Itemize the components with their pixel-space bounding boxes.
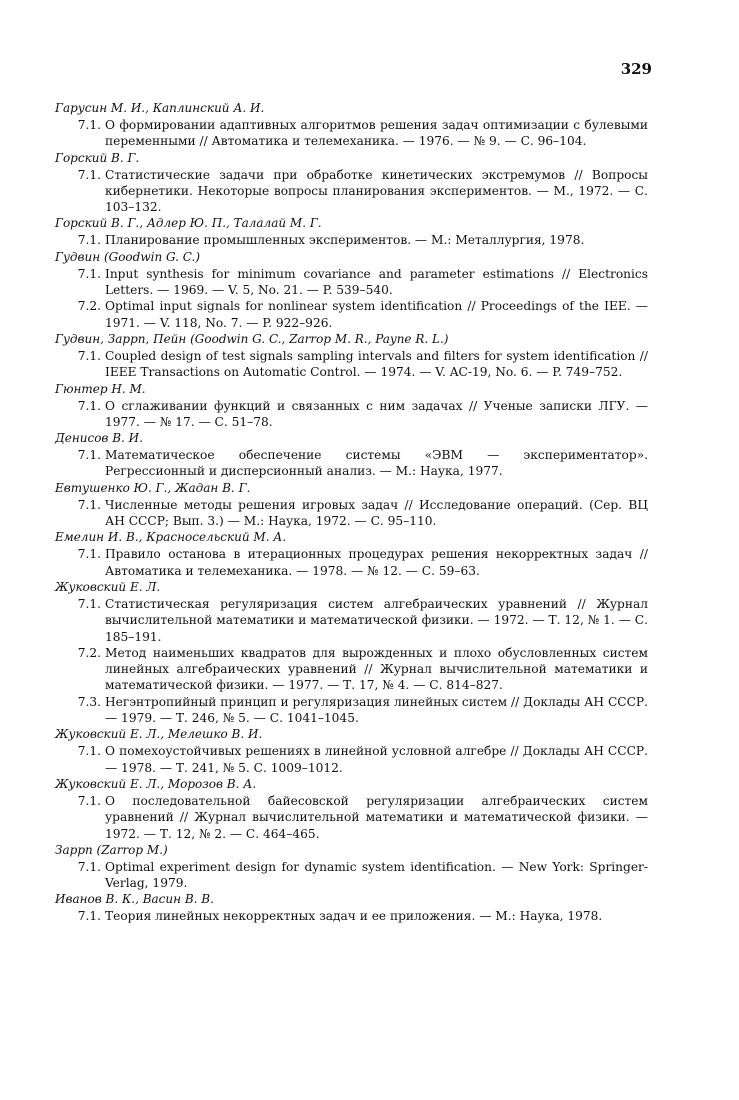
bibliography-entry xyxy=(55,694,648,727)
entry-number: 7.2. xyxy=(77,299,101,314)
entry-text: Coupled design of test signals sampling intervals and filters for system identification // IEEE Transactions on Automatic Control. — 1974. — V. AC-19, No. 6. — P. 749–752. xyxy=(105,348,648,380)
entry-text: О формировании адаптивных алгоритмов решения задач оптимизации с булевыми переменными // Автоматика и телемеханика. — 1976. — № 9. — С. 96–104. xyxy=(105,118,648,149)
author-heading: Жуковский Е. Л., Мелешко В. И. xyxy=(55,727,263,742)
entry-number: 7.1. xyxy=(77,596,101,611)
bibliography-entry xyxy=(55,348,648,381)
entry-text: Метод наименьших квадратов для вырожденных и плохо обусловленных систем линейных алгебраических уравнений // Журнал вычислительной математики и математической физики. — 1977. — Т. 17, № 4. — С. 814–827. xyxy=(105,645,648,693)
entry-number: 7.1. xyxy=(77,448,101,463)
author-heading: Горский В. Г., Адлер Ю. П., Талалай М. Г. xyxy=(55,216,322,231)
entry-number: 7.1. xyxy=(77,859,101,874)
entry-text: Планирование промышленных экспериментов. — М.: Металлургия, 1978. xyxy=(105,233,585,248)
entry-text: Негэнтропийный принцип и регуляризация линейных систем // Доклады АН СССР. — 1979. — Т. 246, № 5. — С. 1041–1045. xyxy=(105,694,648,726)
author-heading: Евтушенко Ю. Г., Жадан В. Г. xyxy=(55,480,251,495)
entry-text: Теория линейных некорректных задач и ее приложения. — М.: Наука, 1978. xyxy=(105,909,603,924)
entry-text: Статистические задачи при обработке кинетических экстремумов // Вопросы кибернетики. Некоторые вопросы планирования экспериментов. — М., 1972. — С. 103–132. xyxy=(105,167,648,215)
entry-text: Правило останова в итерационных процедурах решения некорректных задач // Автоматика и телемеханика. — 1978. — № 12. — С. 59–63. xyxy=(105,547,648,578)
entry-text: Optimal experiment design for dynamic system identification. — New York: Springer-Verlag, 1979. xyxy=(105,859,648,891)
author-heading: Денисов В. И. xyxy=(55,431,143,446)
entry-text: Input synthesis for minimum covariance and parameter estimations // Electronics Letters. — 1969. — V. 5, No. 21. — P. 539–540. xyxy=(105,266,648,298)
entry-number: 7.1. xyxy=(77,348,101,363)
page-number: 329 xyxy=(620,60,652,78)
entry-number: 7.1. xyxy=(77,167,101,182)
author-heading: Гудвин (Goodwin G. C.) xyxy=(55,249,201,264)
entry-number: 7.1. xyxy=(77,266,101,281)
entry-number: 7.1. xyxy=(77,909,101,924)
entry-text: О сглаживании функций и связанных с ним задачах // Ученые записки ЛГУ. — 1977. — № 17. — С. 51–78. xyxy=(105,398,648,429)
entry-text: Численные методы решения игровых задач // Исследование операций. (Сер. ВЦ АН СССР; Вып. 3.) — М.: Наука, 1972. — С. 95–110. xyxy=(105,497,648,529)
author-heading: Жуковский Е. Л. xyxy=(55,579,161,594)
bibliography-entry xyxy=(55,793,648,842)
author-heading: Гюнтер Н. М. xyxy=(55,381,146,396)
entry-text: Математическое обеспечение системы «ЭВМ — экспериментатор». Регрессионный и дисперсионный анализ. — М.: Наука, 1977. xyxy=(105,448,648,479)
bibliography-entry xyxy=(55,645,648,694)
entry-number: 7.1. xyxy=(77,793,101,808)
bibliography-entry xyxy=(55,266,648,299)
bibliography-entry xyxy=(55,908,648,924)
entry-number: 7.1. xyxy=(77,398,101,413)
entry-number: 7.3. xyxy=(77,694,101,709)
bibliography-entry xyxy=(55,298,648,331)
bibliography-entry xyxy=(55,398,648,431)
author-heading: Заррп (Zarrop M.) xyxy=(55,842,168,857)
bibliography-entry xyxy=(55,497,648,530)
bibliography-entry xyxy=(55,117,648,150)
bibliography-entry xyxy=(55,596,648,645)
entry-number: 7.1. xyxy=(77,744,101,759)
author-heading: Гарусин М. И., Каплинский А. И. xyxy=(55,101,265,115)
entry-text: О помехоустойчивых решениях в линейной условной алгебре // Доклады АН СССР. — 1978. — Т. 241, № 5. С. 1009–1012. xyxy=(105,744,648,775)
entry-number: 7.1. xyxy=(77,547,101,562)
bibliography-entry xyxy=(55,447,648,480)
entry-text: Optimal input signals for nonlinear system identification // Proceedings of the IEE. — 1971. — V. 118, No. 7. — P. 922–926. xyxy=(105,299,648,330)
author-heading: Жуковский Е. Л., Морозов В. А. xyxy=(55,776,257,791)
bibliography-list xyxy=(55,100,648,925)
bibliography-entry xyxy=(55,546,648,579)
bibliography-entry xyxy=(55,743,648,776)
author-heading: Иванов В. К., Васин В. В. xyxy=(55,892,214,907)
author-heading: Гудвин, Заррп, Пейн (Goodwin G. C., Zarrop M. R., Payne R. L.) xyxy=(55,331,449,346)
entry-number: 7.2. xyxy=(77,645,101,660)
entry-number: 7.1. xyxy=(77,233,101,248)
entry-text: О последовательной байесовской регуляризации алгебраических систем уравнений // Журнал вычислительной математики и математической физики. — 1972. — Т. 12, № 2. — С. 464–465. xyxy=(105,793,648,841)
entry-text: Статистическая регуляризация систем алгебраических уравнений // Журнал вычислительной математики и математической физики. — 1972. — Т. 12, № 1. — С. 185–191. xyxy=(105,596,648,644)
author-heading: Емелин И. В., Красносельский М. А. xyxy=(55,530,287,545)
bibliography-entry xyxy=(55,232,648,248)
entry-number: 7.1. xyxy=(77,118,101,132)
bibliography-entry xyxy=(55,167,648,216)
entry-number: 7.1. xyxy=(77,497,101,512)
author-heading: Горский В. Г. xyxy=(55,150,140,165)
bibliography-entry xyxy=(55,859,648,892)
